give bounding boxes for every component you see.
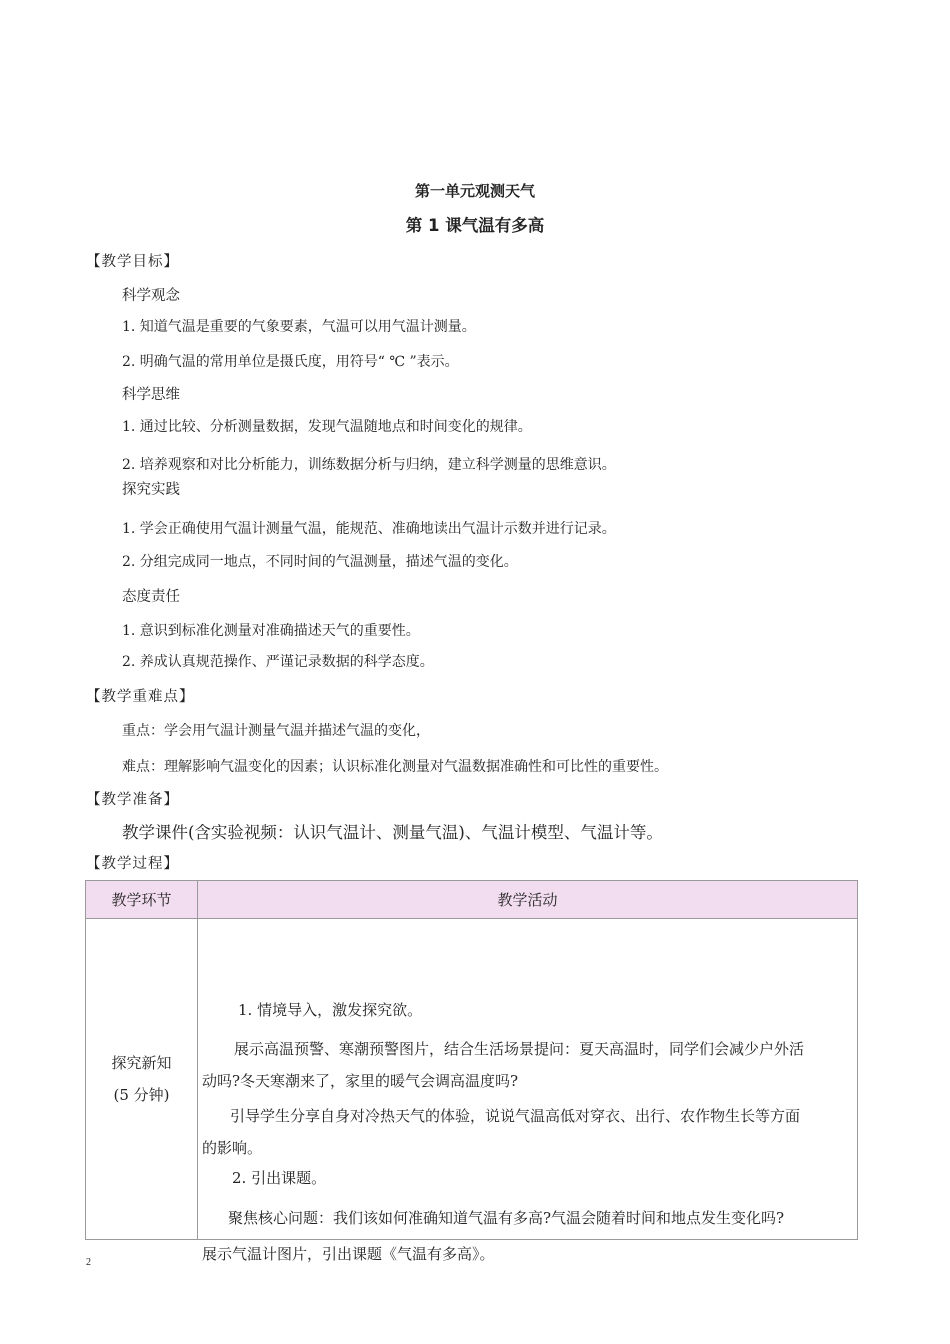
- lesson-title: 第 1 课气温有多高: [405, 216, 545, 235]
- table-row: [86, 919, 858, 1240]
- practice-label: 探究实践: [122, 482, 180, 498]
- concept-item-1: 1. 知道气温是重要的气象要素，气温可以用气温计测量。: [122, 319, 476, 335]
- attitude-label: 态度责任: [122, 589, 180, 605]
- attitude-item-2: 2. 养成认真规范操作、严谨记录数据的科学态度。: [122, 654, 434, 670]
- stage-name: 探究新知: [111, 1054, 172, 1072]
- objectives-heading: 【教学目标】: [86, 254, 179, 270]
- thinking-item-1: 1. 通过比较、分析测量数据，发现气温随地点和时间变化的规律。: [122, 419, 532, 435]
- stage-cell: [86, 919, 198, 1240]
- key-point-focus: 重点：学会用气温计测量气温并描述气温的变化，: [122, 723, 430, 739]
- preparation-heading: 【教学准备】: [86, 792, 179, 808]
- thinking-label: 科学思维: [122, 387, 180, 403]
- activity-line: 聚焦核心问题：我们该如何准确知道气温有多高?气温会随着时间和地点发生变化吗?: [228, 1209, 785, 1227]
- concept-label: 科学观念: [122, 288, 180, 304]
- activity-line: 动吗?冬天寒潮来了，家里的暖气会调高温度吗?: [202, 1072, 519, 1090]
- header-activity: 教学活动: [198, 881, 858, 919]
- page-number: 2: [86, 1257, 91, 1268]
- thinking-item-2: 2. 培养观察和对比分析能力，训练数据分析与归纳，建立科学测量的思维意识。: [122, 457, 616, 473]
- process-table-header: [86, 881, 858, 919]
- practice-item-2: 2. 分组完成同一地点，不同时间的气温测量，描述气温的变化。: [122, 554, 518, 570]
- process-table: [85, 880, 858, 1263]
- activity-line: 的影响。: [202, 1139, 263, 1157]
- key-points-heading: 【教学重难点】: [86, 689, 195, 705]
- activity-line: 展示气温计图片，引出课题《气温有多高》。: [202, 1245, 495, 1263]
- stage-time: (5 分钟): [113, 1086, 170, 1104]
- activity-line: 2. 引出课题。: [232, 1169, 327, 1187]
- header-stage: 教学环节: [86, 881, 198, 919]
- activity-cell: [198, 919, 858, 1263]
- process-heading: 【教学过程】: [86, 856, 179, 872]
- activity-line: 1. 情境导入，激发探究欲。: [238, 1001, 423, 1019]
- key-point-difficulty: 难点：理解影响气温变化的因素；认识标准化测量对气温数据准确性和可比性的重要性。: [122, 759, 668, 775]
- practice-item-1: 1. 学会正确使用气温计测量气温，能规范、准确地读出气温计示数并进行记录。: [122, 521, 616, 537]
- attitude-item-1: 1. 意识到标准化测量对准确描述天气的重要性。: [122, 623, 420, 639]
- preparation-text: 教学课件(含实验视频：认识气温计、测量气温)、气温计模型、气温计等。: [122, 823, 663, 842]
- concept-item-2: 2. 明确气温的常用单位是摄氏度，用符号“ ℃ ”表示。: [122, 354, 459, 370]
- unit-title: 第一单元观测天气: [414, 182, 535, 200]
- activity-line: 引导学生分享自身对冷热天气的体验，说说气温高低对穿衣、出行、农作物生长等方面: [230, 1107, 801, 1125]
- activity-line: 展示高温预警、寒潮预警图片，结合生活场景提问：夏天高温时，同学们会减少户外活: [234, 1040, 805, 1058]
